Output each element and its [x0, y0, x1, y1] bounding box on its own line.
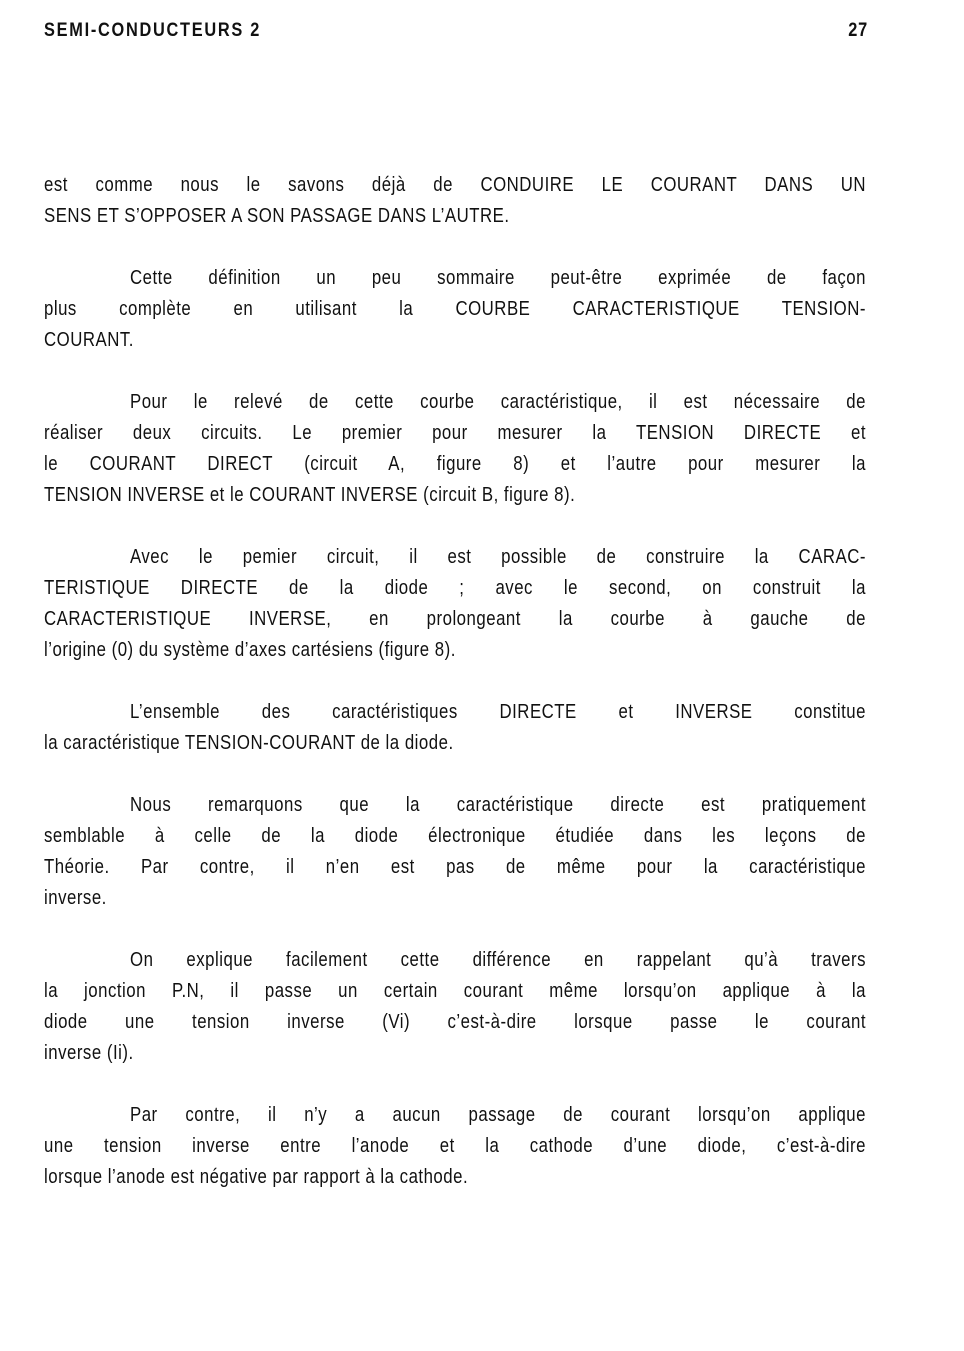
- text-line: [44, 170, 866, 201]
- line-text: inverse (Ii).: [44, 1042, 134, 1064]
- paragraph: [44, 945, 866, 1069]
- text-line: [44, 1007, 866, 1038]
- line-text: Cette définition un peu sommaire peut-être exprimée de façon: [130, 267, 866, 289]
- text-line: [44, 883, 866, 914]
- text-line: [44, 728, 866, 759]
- paragraph: [44, 542, 866, 666]
- line-text: Nous remarquons que la caractéristique directe est pratiquement: [130, 794, 866, 816]
- running-title: SEMI-CONDUCTEURS 2: [44, 20, 262, 41]
- page-header: [44, 20, 868, 44]
- line-text: semblable à celle de la diode électronique étudiée dans les leçons de: [44, 825, 866, 847]
- page-number: 27: [848, 20, 868, 41]
- line-text: On explique facilement cette différence en rappelant qu’à travers: [130, 949, 866, 971]
- paragraph: [44, 790, 866, 914]
- text-line: [44, 325, 866, 356]
- text-line: [44, 635, 866, 666]
- line-text: plus complète en utilisant la COURBE CARACTERISTIQUE TENSION-: [44, 298, 866, 320]
- text-line: [44, 263, 866, 294]
- text-line: [44, 790, 866, 821]
- body-text: [44, 170, 866, 1224]
- line-text: est comme nous le savons déjà de CONDUIRE LE COURANT DANS UN: [44, 174, 866, 196]
- text-line: [44, 976, 866, 1007]
- paragraph: [44, 263, 866, 356]
- line-text: Avec le pemier circuit, il est possible de construire la CARAC-: [130, 546, 866, 568]
- line-text: Théorie. Par contre, il n’en est pas de même pour la caractéristique: [44, 856, 866, 878]
- text-line: [44, 294, 866, 325]
- paragraph: [44, 697, 866, 759]
- line-text: SENS ET S’OPPOSER A SON PASSAGE DANS L’AUTRE.: [44, 205, 510, 227]
- line-text: L’ensemble des caractéristiques DIRECTE et INVERSE constitue: [130, 701, 866, 723]
- text-line: [44, 573, 866, 604]
- text-line: [44, 604, 866, 635]
- paragraph: [44, 170, 866, 232]
- paragraph: [44, 387, 866, 511]
- line-text: TERISTIQUE DIRECTE de la diode ; avec le second, on construit la: [44, 577, 866, 599]
- line-text: la jonction P.N, il passe un certain courant même lorsqu’on applique à la: [44, 980, 866, 1002]
- line-text: inverse.: [44, 887, 107, 909]
- text-line: [44, 201, 866, 232]
- line-text: la caractéristique TENSION-COURANT de la diode.: [44, 732, 454, 754]
- text-line: [44, 1038, 866, 1069]
- paragraph: [44, 1100, 866, 1193]
- text-line: [44, 852, 866, 883]
- text-line: [44, 418, 866, 449]
- line-text: COURANT.: [44, 329, 134, 351]
- text-line: [44, 387, 866, 418]
- text-line: [44, 449, 866, 480]
- line-text: lorsque l’anode est négative par rapport à la cathode.: [44, 1166, 469, 1188]
- line-text: diode une tension inverse (Vi) c’est-à-dire lorsque passe le courant: [44, 1011, 866, 1033]
- line-text: l’origine (0) du système d’axes cartésiens (figure 8).: [44, 639, 456, 661]
- text-line: [44, 697, 866, 728]
- text-line: [44, 821, 866, 852]
- line-text: une tension inverse entre l’anode et la cathode d’une diode, c’est-à-dire: [44, 1135, 866, 1157]
- line-text: le COURANT DIRECT (circuit A, figure 8) et l’autre pour mesurer la: [44, 453, 866, 475]
- text-line: [44, 480, 866, 511]
- text-line: [44, 1162, 866, 1193]
- line-text: Pour le relevé de cette courbe caractéristique, il est nécessaire de: [130, 391, 866, 413]
- text-line: [44, 1100, 866, 1131]
- line-text: réaliser deux circuits. Le premier pour mesurer la TENSION DIRECTE et: [44, 422, 866, 444]
- text-line: [44, 1131, 866, 1162]
- text-line: [44, 945, 866, 976]
- line-text: CARACTERISTIQUE INVERSE, en prolongeant la courbe à gauche de: [44, 608, 866, 630]
- line-text: Par contre, il n’y a aucun passage de courant lorsqu’on applique: [130, 1104, 866, 1126]
- line-text: TENSION INVERSE et le COURANT INVERSE (circuit B, figure 8).: [44, 484, 576, 506]
- text-line: [44, 542, 866, 573]
